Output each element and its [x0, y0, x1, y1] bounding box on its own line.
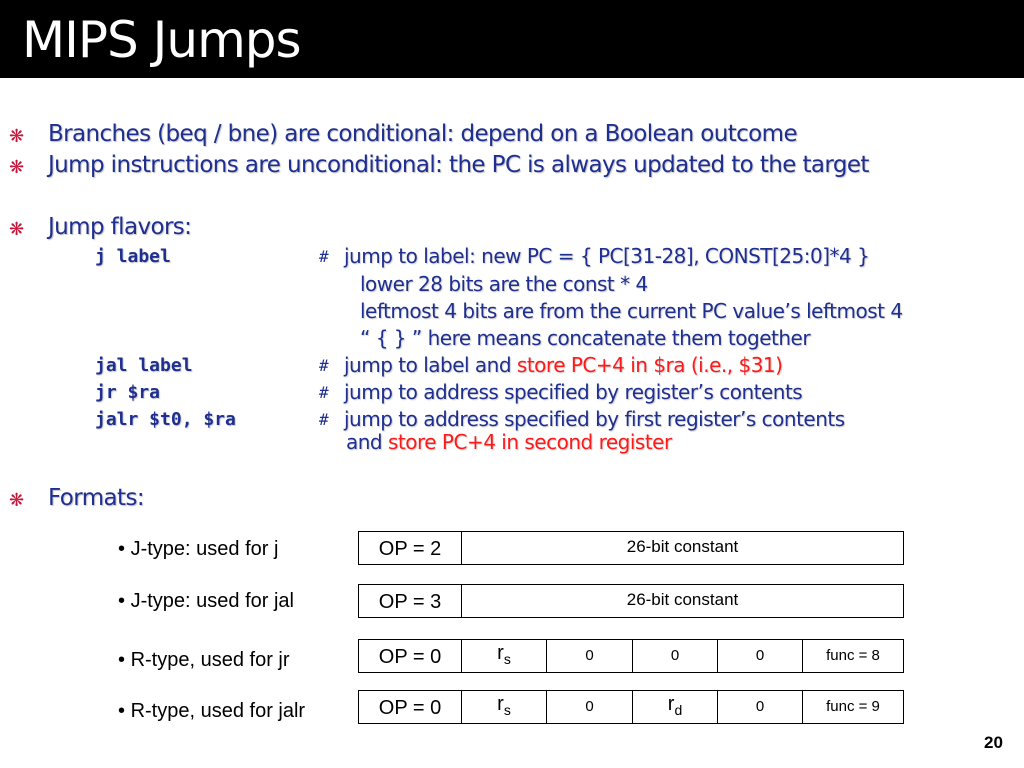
constant-field: 26-bit constant [626, 590, 739, 609]
bullet-icon: ❋ [9, 219, 25, 240]
small-bullet: • [118, 649, 126, 671]
comment-hash: # [319, 383, 329, 402]
comment-jalr: jump to address specified by first register’s contents [344, 407, 845, 431]
rd-field [633, 691, 718, 723]
bullet-icon: ❋ [9, 157, 25, 178]
format-box-jr [358, 639, 904, 673]
format-label-text: J-type: used for j [130, 538, 279, 560]
rd-subscript: d [674, 702, 683, 718]
op-field: OP = 0 [359, 640, 462, 672]
note-leftmost-4: leftmost 4 bits are from the current PC value’s leftmost 4 [360, 299, 903, 323]
title-bar [0, 0, 1024, 78]
code-jr: jr $ra [95, 382, 161, 403]
comment-j: jump to label: new PC = { PC[31-28], CONST[25:0]*4 } [344, 244, 870, 268]
rs-field [462, 640, 547, 672]
format-label-jr [118, 647, 290, 673]
format-box-jalr [358, 690, 904, 724]
small-bullet: • [118, 538, 126, 560]
shamt-field: 0 [718, 691, 803, 723]
note-concatenate: “ { } ” here means concatenate them together [360, 326, 811, 350]
format-label-jal [118, 588, 294, 614]
func-field: func = 8 [826, 647, 880, 664]
bullet-icon: ❋ [9, 126, 25, 147]
op-field: OP = 3 [359, 585, 462, 617]
func-field: func = 9 [826, 698, 880, 715]
format-label-text: J-type: used for jal [130, 590, 294, 612]
bullet-formats: Formats: [48, 485, 144, 511]
bullet-branches: Branches (beq / bne) are conditional: depend on a Boolean outcome [48, 121, 798, 147]
rt-field: 0 [547, 691, 633, 723]
rd-letter: r [667, 693, 675, 715]
op-field: OP = 2 [359, 532, 462, 564]
format-label-text: R-type, used for jalr [130, 700, 306, 722]
comment-jr: jump to address specified by register’s contents [344, 380, 803, 404]
comment-jalr-line2 [346, 430, 672, 454]
comment-hash: # [319, 410, 329, 429]
rs-letter: r [497, 693, 504, 715]
rt-field: 0 [547, 640, 633, 672]
slide-title: MIPS Jumps [22, 11, 301, 69]
comment-hash: # [319, 356, 329, 375]
rd-field: 0 [633, 640, 718, 672]
rs-subscript: s [503, 651, 511, 667]
code-jal: jal label [95, 355, 193, 376]
comment-jalr-highlight: store PC+4 in second register [387, 430, 672, 454]
comment-hash: # [319, 247, 329, 266]
page-number: 20 [984, 733, 1003, 752]
constant-field: 26-bit constant [626, 537, 739, 556]
small-bullet: • [118, 590, 126, 612]
rs-subscript: s [503, 702, 511, 718]
format-box-jal [358, 584, 904, 618]
format-label-text: R-type, used for jr [130, 649, 290, 671]
comment-jal-text: jump to label and [344, 353, 517, 377]
comment-jal [344, 353, 782, 377]
comment-jal-highlight: store PC+4 in $ra (i.e., $31) [516, 353, 783, 377]
bullet-jumps-unconditional: Jump instructions are unconditional: the PC is always updated to the target [48, 152, 869, 178]
rs-field [462, 691, 547, 723]
small-bullet: • [118, 700, 126, 722]
note-lower-28: lower 28 bits are the const * 4 [360, 272, 648, 296]
format-label-jalr [118, 698, 305, 724]
code-j: j label [95, 246, 171, 267]
comment-jalr-line2-text: and [346, 430, 388, 454]
format-label-j [118, 536, 278, 562]
code-jalr: jalr $t0, $ra [95, 409, 236, 430]
format-box-j [358, 531, 904, 565]
op-field: OP = 0 [359, 691, 462, 723]
bullet-icon: ❋ [9, 490, 25, 511]
bullet-jump-flavors: Jump flavors: [48, 214, 192, 240]
rs-letter: r [497, 642, 504, 664]
shamt-field: 0 [718, 640, 803, 672]
